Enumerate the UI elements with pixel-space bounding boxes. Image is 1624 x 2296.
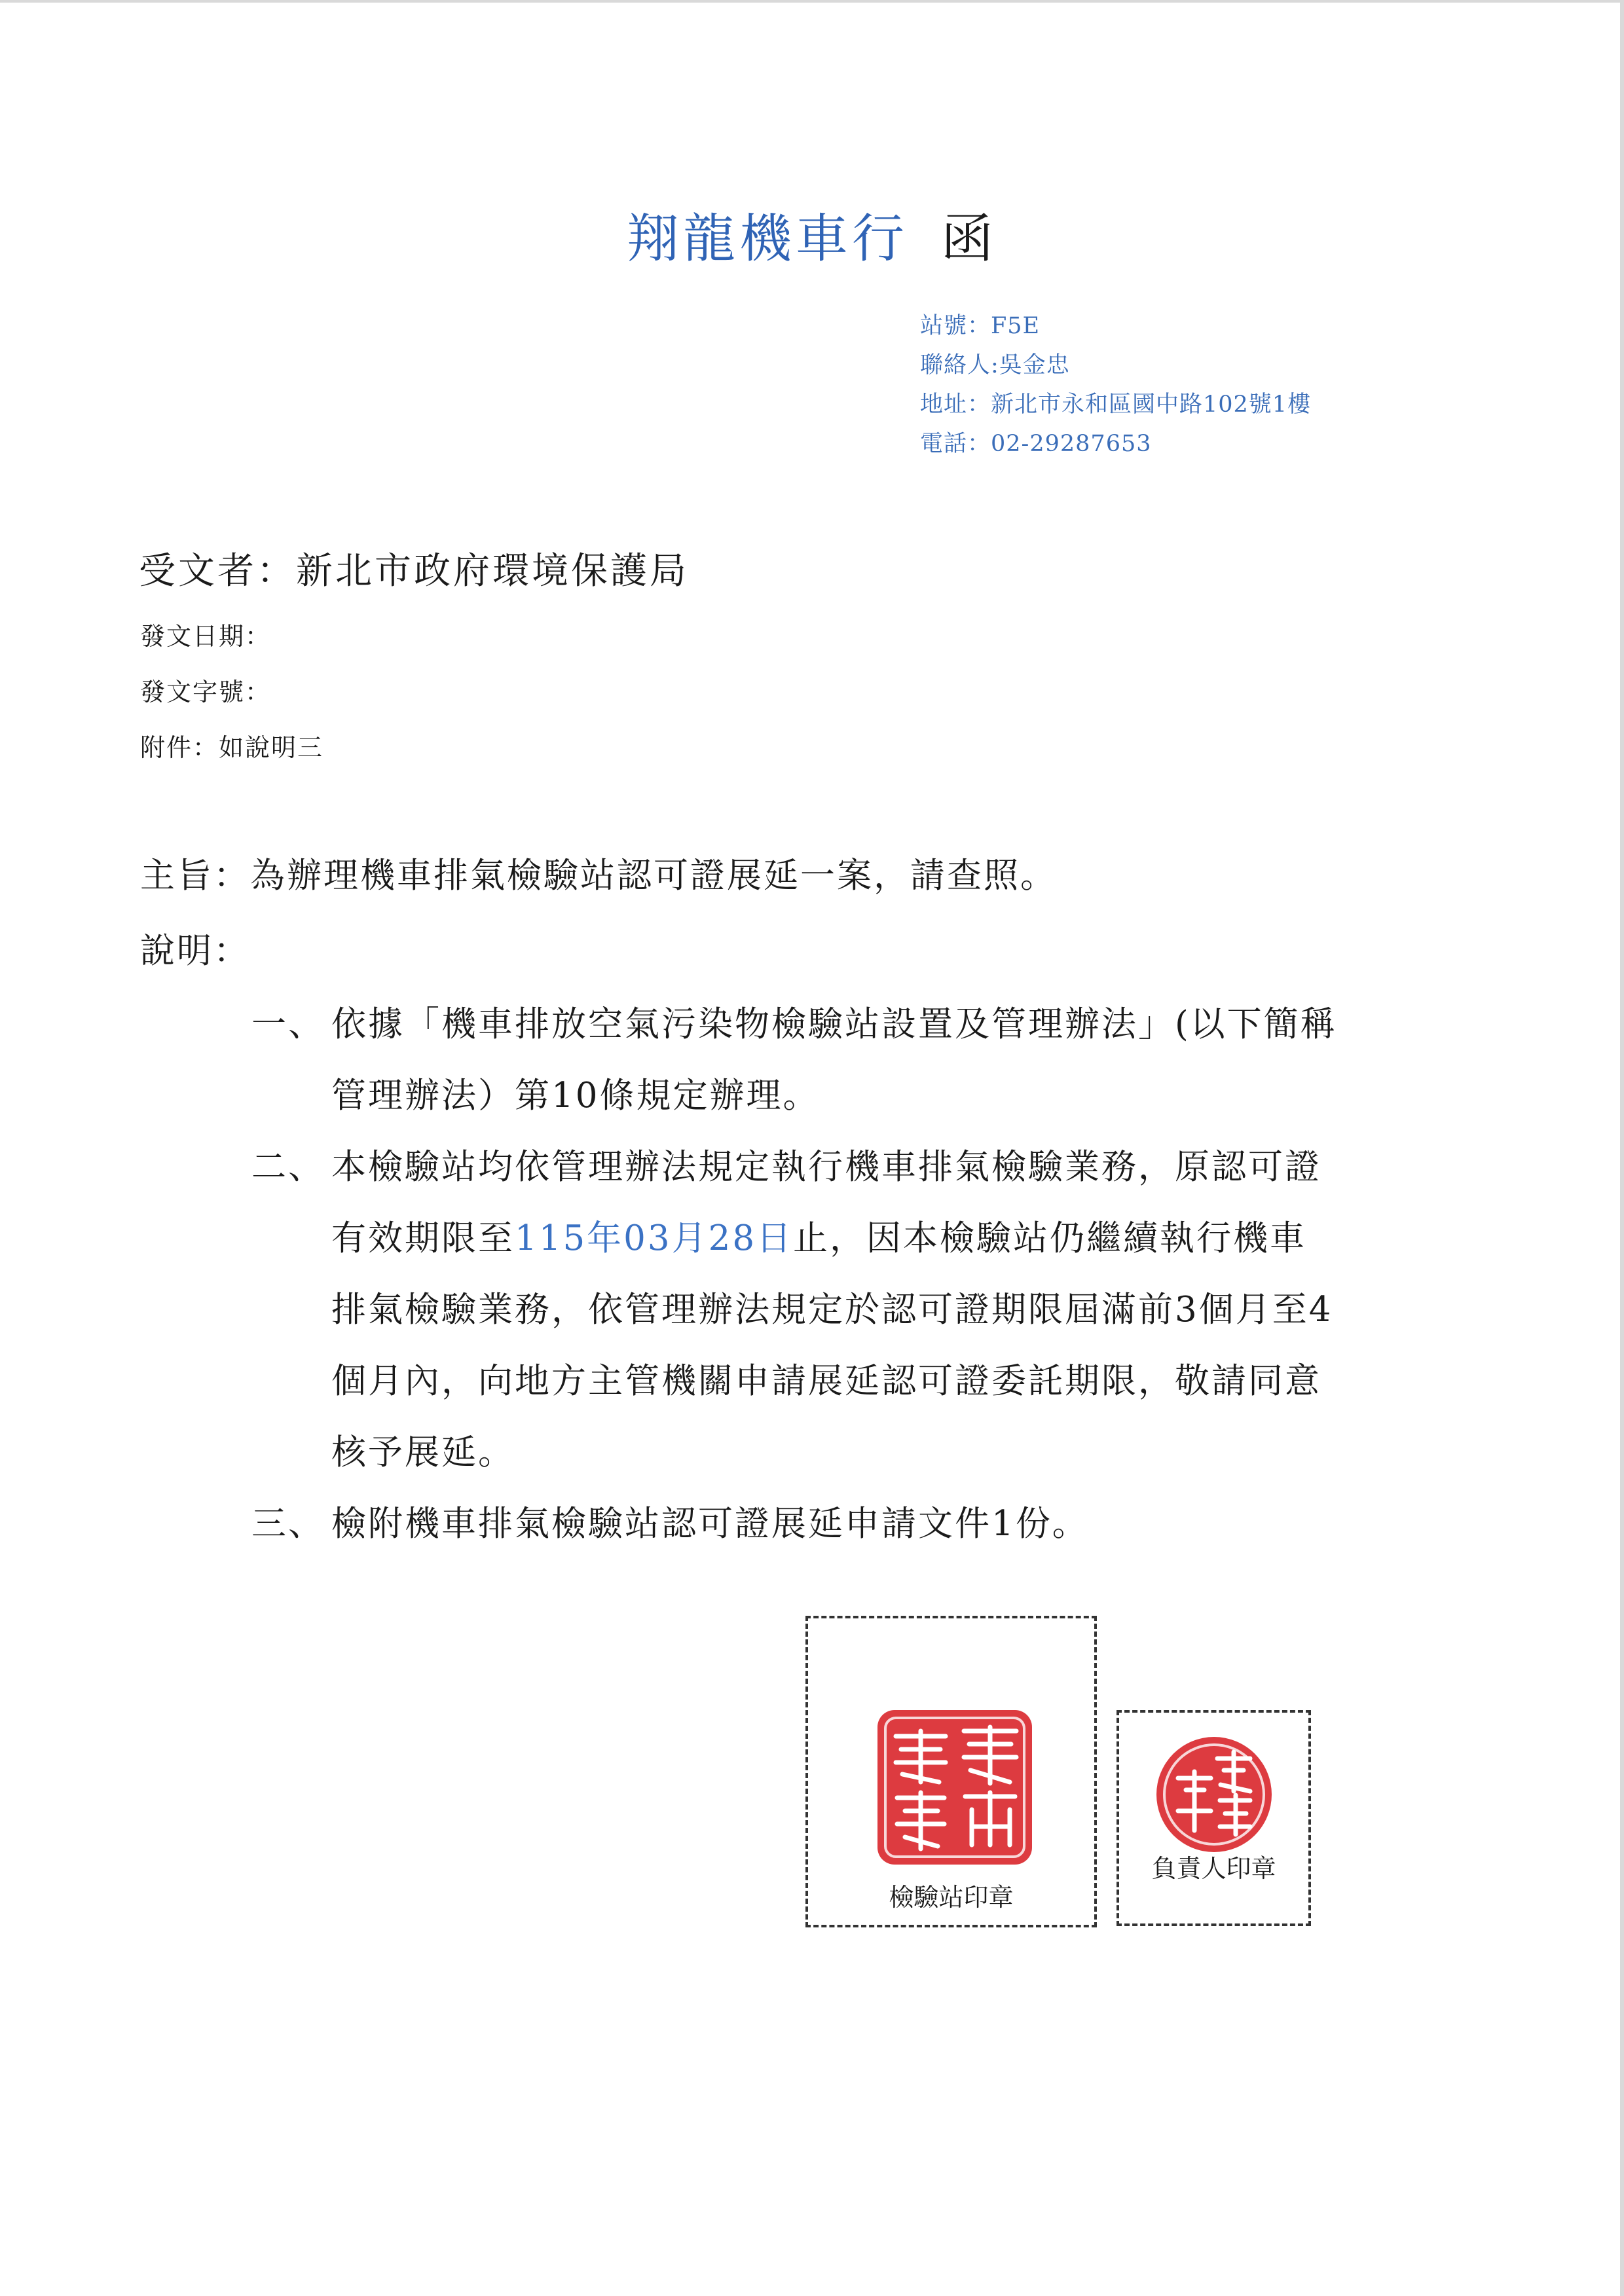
description-items	[251, 989, 1496, 1559]
item-body	[331, 989, 1496, 1131]
item-number: 二、	[251, 1147, 325, 1187]
attachment: 附件：如說明三	[140, 733, 324, 762]
item-text: 止，因本檢驗站仍繼續執行機車	[793, 1218, 1307, 1258]
item-body	[331, 1488, 1496, 1559]
document-meta	[140, 609, 323, 776]
owner-seal-image	[1152, 1732, 1276, 1857]
station-stamp-label: 檢驗站印章	[889, 1884, 1014, 1912]
item-line	[331, 1203, 1496, 1274]
sender-info	[920, 306, 1311, 464]
expiry-date: 115年03月28日	[515, 1218, 794, 1258]
station-id: 站號：F5E	[920, 313, 1041, 339]
doc-type: 函	[941, 208, 997, 269]
description-label: 說明：	[140, 931, 250, 971]
description-item-2	[251, 1131, 1496, 1488]
owner-stamp-label: 負責人印章	[1151, 1855, 1276, 1883]
sender-address: 地址：新北市永和區國中路102號1樓	[920, 392, 1312, 418]
item-line: 檢附機車排氣檢驗站認可證展延申請文件1份。	[331, 1504, 1089, 1544]
contact-person: 聯絡人:吳金忠	[920, 352, 1070, 378]
item-text: 有效期限至	[331, 1218, 515, 1258]
station-stamp-box	[805, 1616, 1097, 1927]
item-line: 排氣檢驗業務，依管理辦法規定於認可證期限屆滿前3個月至4	[331, 1290, 1333, 1330]
recipient: 受文者：新北市政府環境保護局	[139, 550, 689, 592]
owner-stamp-box	[1116, 1710, 1311, 1926]
subject: 主旨：為辦理機車排氣檢驗站認可證展延一案，請查照。	[140, 856, 1057, 896]
item-number: 一、	[251, 1004, 325, 1044]
company-name: 翔龍機車行	[627, 208, 908, 269]
issue-date: 發文日期：	[140, 622, 272, 651]
letter-title	[0, 196, 1624, 272]
reference-number: 發文字號：	[140, 678, 272, 706]
item-line: 核予展延。	[331, 1432, 515, 1472]
item-line: 依據「機車排放空氣污染物檢驗站設置及管理辦法」(以下簡稱	[331, 1004, 1337, 1044]
item-line: 個月內，向地方主管機關申請展延認可證委託期限，敬請同意	[331, 1361, 1321, 1401]
item-number: 三、	[251, 1504, 325, 1544]
item-line: 本檢驗站均依管理辦法規定執行機車排氣檢驗業務，原認可證	[331, 1147, 1321, 1187]
item-line: 管理辦法）第10條規定辦理。	[331, 1076, 820, 1116]
station-seal-image	[872, 1705, 1037, 1870]
description-item-3	[251, 1488, 1496, 1559]
description-item-1	[251, 989, 1496, 1131]
sender-phone: 電話：02-29287653	[920, 431, 1152, 457]
item-body	[331, 1131, 1496, 1488]
